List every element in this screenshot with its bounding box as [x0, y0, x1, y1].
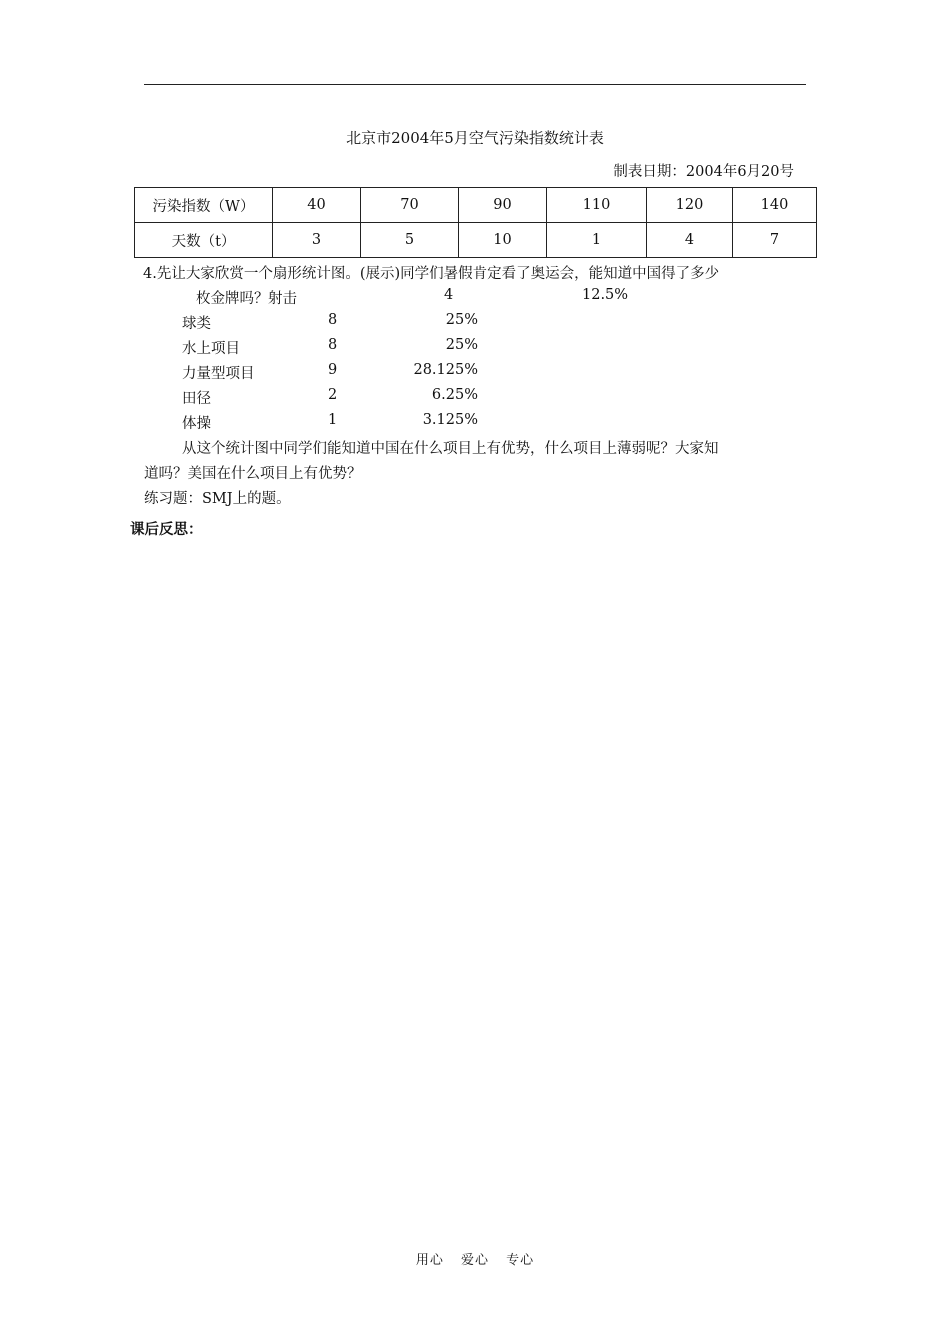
pollution-table	[134, 187, 817, 258]
medal-event: 球类	[182, 316, 211, 332]
medal-count: 2	[328, 387, 338, 403]
table-cell: 5	[361, 223, 459, 258]
medal-event: 射击	[268, 291, 297, 307]
medal-percent: 6.25%	[431, 387, 478, 403]
list-item	[0, 287, 950, 307]
header-rule	[144, 84, 806, 85]
table-cell: 污染指数（W）	[135, 188, 273, 223]
question4-line2-prefix: 枚金牌吗？	[196, 291, 269, 307]
table-cell: 7	[733, 223, 817, 258]
footer-text: 爱心	[460, 1253, 489, 1268]
follow-up-line2: 道吗？美国在什么项目上有优势？	[144, 466, 362, 482]
table-cell: 110	[547, 188, 647, 223]
medal-event: 体操	[182, 416, 211, 432]
medal-count: 8	[328, 337, 338, 353]
table-cell: 天数（t）	[135, 223, 273, 258]
table-cell: 40	[273, 188, 361, 223]
medal-count: 8	[328, 312, 338, 328]
medal-percent: 28.125%	[413, 362, 478, 378]
exercise-line: 练习题：SMJ上的题。	[144, 491, 291, 507]
table-row	[135, 223, 817, 258]
medal-percent: 25%	[445, 337, 478, 353]
medal-count: 9	[328, 362, 338, 378]
footer-text: 用心	[415, 1253, 444, 1268]
follow-up-line1: 从这个统计图中同学们能知道中国在什么项目上有优势，什么项目上薄弱呢？大家知	[182, 441, 719, 457]
medal-count: 1	[328, 412, 338, 428]
date-line: 制表日期：2004年6月20号	[613, 164, 794, 180]
list-item	[0, 362, 950, 382]
question4-line1: 4.先让大家欣赏一个扇形统计图。(展示)同学们暑假肯定看了奥运会，能知道中国得了多少	[143, 266, 720, 282]
table-cell: 4	[647, 223, 733, 258]
medal-event: 田径	[182, 391, 211, 407]
medal-percent: 25%	[445, 312, 478, 328]
table-title: 北京市2004年5月空气污染指数统计表	[346, 129, 604, 147]
list-item	[0, 337, 950, 357]
table-cell: 90	[459, 188, 547, 223]
footer-text: 专心	[506, 1253, 535, 1268]
reflection-heading: 课后反思：	[130, 522, 203, 538]
medal-percent: 3.125%	[422, 412, 478, 428]
table-cell: 120	[647, 188, 733, 223]
medal-event: 水上项目	[182, 341, 240, 357]
table-cell: 3	[273, 223, 361, 258]
table-row	[135, 188, 817, 223]
medal-event: 力量型项目	[182, 366, 255, 382]
table-cell: 1	[547, 223, 647, 258]
list-item	[0, 312, 950, 332]
table-cell: 140	[733, 188, 817, 223]
list-item	[0, 412, 950, 432]
table-cell: 10	[459, 223, 547, 258]
page-footer	[0, 1249, 950, 1268]
list-item	[0, 387, 950, 407]
medal-percent: 12.5%	[582, 287, 629, 303]
table-cell: 70	[361, 188, 459, 223]
medal-count: 4	[444, 287, 454, 303]
